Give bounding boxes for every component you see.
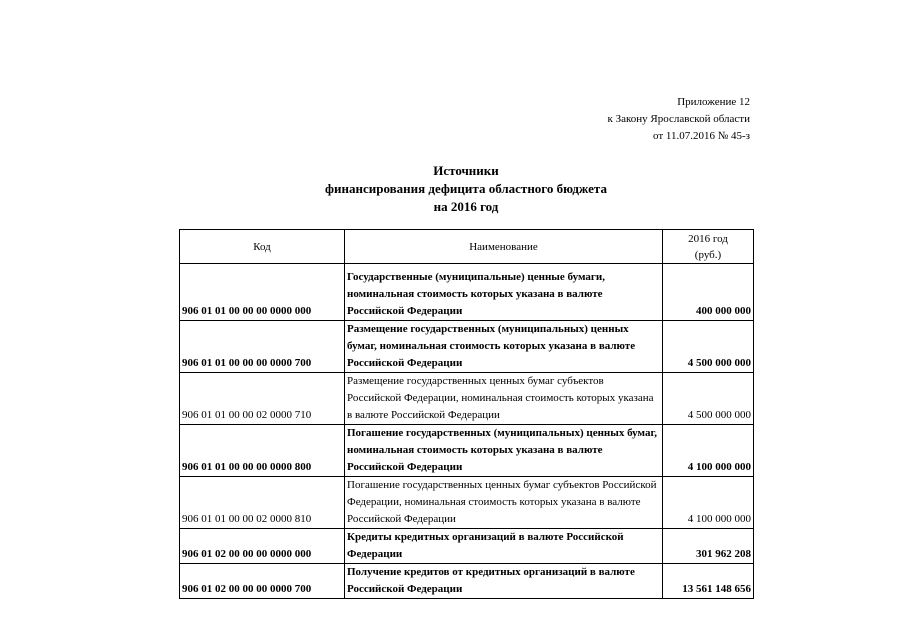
appendix-note [608, 94, 750, 145]
amount-cell: 4 100 000 000 [663, 425, 754, 477]
table-row [180, 477, 754, 529]
header-name: Наименование [345, 230, 663, 264]
amount-cell: 400 000 000 [663, 264, 754, 321]
code-cell: 906 01 02 00 00 00 0000 000 [180, 529, 345, 564]
name-cell: Погашение государственных ценных бумаг субъектов Российской Федерации, номинальная стоимость которых указана в валюте Российской Федерации [345, 477, 663, 529]
table-row [180, 564, 754, 599]
table-row [180, 373, 754, 425]
name-cell: Погашение государственных (муниципальных) ценных бумаг, номинальная стоимость которых указана в валюте Российской Федерации [345, 425, 663, 477]
title-line-2: финансирования дефицита областного бюджета [325, 181, 607, 196]
table-row [180, 321, 754, 373]
code-cell: 906 01 01 00 00 00 0000 800 [180, 425, 345, 477]
name-cell: Государственные (муниципальные) ценные бумаги, номинальная стоимость которых указана в валюте Российской Федерации [345, 264, 663, 321]
code-cell: 906 01 01 00 00 00 0000 700 [180, 321, 345, 373]
name-cell: Получение кредитов от кредитных организаций в валюте Российской Федерации [345, 564, 663, 599]
appendix-line-2: к Закону Ярославской области [607, 113, 750, 125]
code-cell: 906 01 01 00 00 02 0000 810 [180, 477, 345, 529]
table-row [180, 264, 754, 321]
amount-cell: 4 100 000 000 [663, 477, 754, 529]
appendix-line-3: от 11.07.2016 № 45-з [652, 130, 750, 142]
amount-cell: 4 500 000 000 [663, 373, 754, 425]
header-code: Код [180, 230, 345, 264]
amount-cell: 4 500 000 000 [663, 321, 754, 373]
financing-sources-table [179, 229, 754, 599]
name-cell: Размещение государственных (муниципальных) ценных бумаг, номинальная стоимость которых указана в валюте Российской Федерации [345, 321, 663, 373]
code-cell: 906 01 01 00 00 02 0000 710 [180, 373, 345, 425]
name-cell: Кредиты кредитных организаций в валюте Российской Федерации [345, 529, 663, 564]
title-line-3: на 2016 год [433, 199, 499, 214]
title-line-1: Источники [433, 163, 499, 178]
table-row [180, 425, 754, 477]
table-row [180, 529, 754, 564]
header-amount [663, 230, 754, 264]
amount-cell: 13 561 148 656 [663, 564, 754, 599]
amount-cell: 301 962 208 [663, 529, 754, 564]
header-amount-year: 2016 год [688, 232, 728, 245]
code-cell: 906 01 01 00 00 00 0000 000 [180, 264, 345, 321]
header-amount-unit: (руб.) [694, 248, 722, 261]
name-cell: Размещение государственных ценных бумаг субъектов Российской Федерации, номинальная стоимость которых указана в валюте Российской Федерации [345, 373, 663, 425]
document-title [180, 162, 752, 216]
table-header-row [180, 230, 754, 264]
appendix-line-1: Приложение 12 [677, 96, 750, 108]
code-cell: 906 01 02 00 00 00 0000 700 [180, 564, 345, 599]
